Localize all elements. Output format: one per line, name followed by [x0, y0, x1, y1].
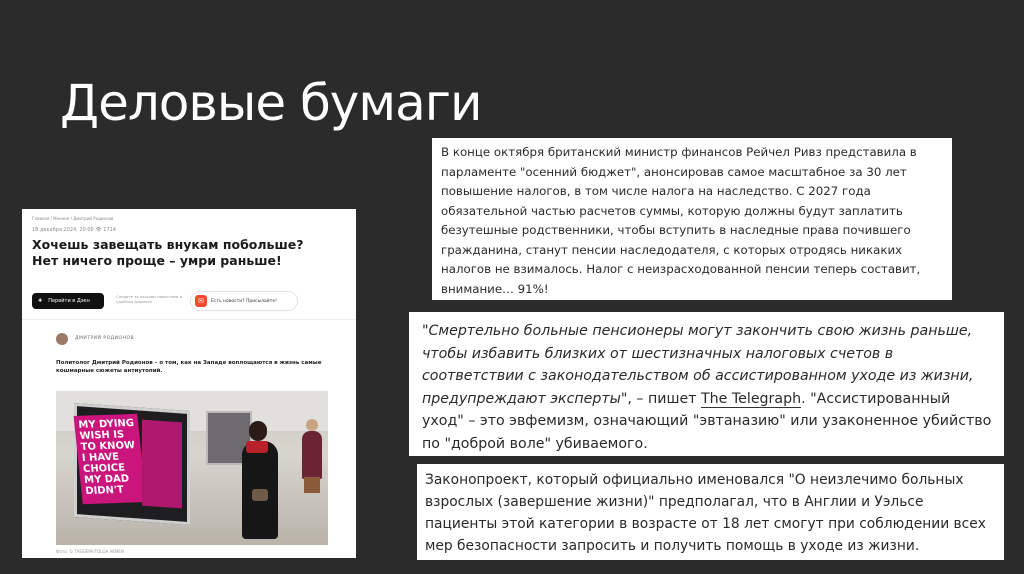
budget-text: В конце октября британский министр финансов Рейчел Ривз представила в парламенте "осенний бюджет", анонсировав самое масштабное за 30 лет повышение налогов, в том числе налога на наследство. С 2027 года обязательной частью расчетов суммы, которую должны будут заплатить безутешные родственники, чтобы вступить в наследные права почившего гражданина, станут пенсии наследодателя, с которых отродясь никаких налогов не взималось. Налог с неизрасходованной пенсии теперь составит, внимание… 91%! [441, 145, 921, 296]
photo-caption: Фото: © TASS/EPA/TOLGA AKMEN [56, 549, 124, 554]
person-head [249, 421, 267, 441]
mail-icon: ✉ [195, 295, 207, 307]
zen-button[interactable] [32, 293, 104, 309]
article-photo [56, 391, 328, 545]
article-headline: Хочешь завещать внукам побольше? Нет ничего проще – умри раньше! [32, 237, 304, 268]
zen-button-label: Перейти в Дзен [48, 298, 90, 304]
text-box-telegraph [409, 312, 1004, 456]
person-bag [252, 489, 268, 501]
plus-icon: ✚ [38, 298, 43, 304]
person-scarf [246, 441, 268, 453]
person-legs-2 [304, 477, 320, 493]
person-head-2 [306, 419, 318, 431]
article-meta: 18 декабря 2024, 20:00 👁 1714 [32, 227, 116, 233]
article-lead: Политолог Дмитрий Родионов – о том, как на Западе воплощаются в жизнь самые кошмарные сюжеты антиутопий. [56, 360, 322, 374]
person-figure-2 [302, 431, 322, 479]
poster-text: MY DYING WISH IS TO KNOW I HAVE CHOICE MY DAD DIDN'T [74, 414, 147, 504]
avatar [56, 333, 68, 345]
article-screenshot [22, 209, 356, 558]
telegraph-says: , – пишет [627, 390, 701, 407]
text-box-budget [432, 138, 952, 300]
author-name: ДМИТРИЙ РОДИОНОВ [75, 336, 135, 341]
telegraph-quote: "Смертельно больные пенсионеры могут закончить свою жизнь раньше, чтобы избавить близких от шестизначных налоговых счетов в соответствии с законодательством об ассистированном уходе из жизни, предупреждают эксперты" [422, 323, 974, 407]
slide-title: Деловые бумаги [60, 74, 482, 132]
breadcrumb: Главная / Мнения / Дмитрий Родионов [32, 216, 114, 221]
divider [22, 319, 356, 320]
bill-text: Законопроект, который официально именовался "О неизлечимо больных взрослых (завершение жизни)" предполагал, что в Англии и Уэльсе пациенты этой категории в возрасте от 18 лет смогут при соблюдении всех мер безопасности запросить и получить помощь в уходе из жизни. [425, 472, 986, 554]
text-box-bill [417, 464, 1004, 560]
news-button-label: Есть новости? Присылайте! [211, 298, 277, 304]
telegraph-rest: . "Ассистированный уход" – это эвфемизм, означающий "эвтаназию" или узаконенное убийство по "доброй воле" убиваемого. [422, 390, 992, 452]
telegraph-link[interactable]: The Telegraph [701, 390, 802, 407]
zen-note: Следите за нашими новостями в удобном формате [116, 294, 182, 304]
poster-side [142, 420, 182, 509]
news-button[interactable] [190, 291, 298, 311]
